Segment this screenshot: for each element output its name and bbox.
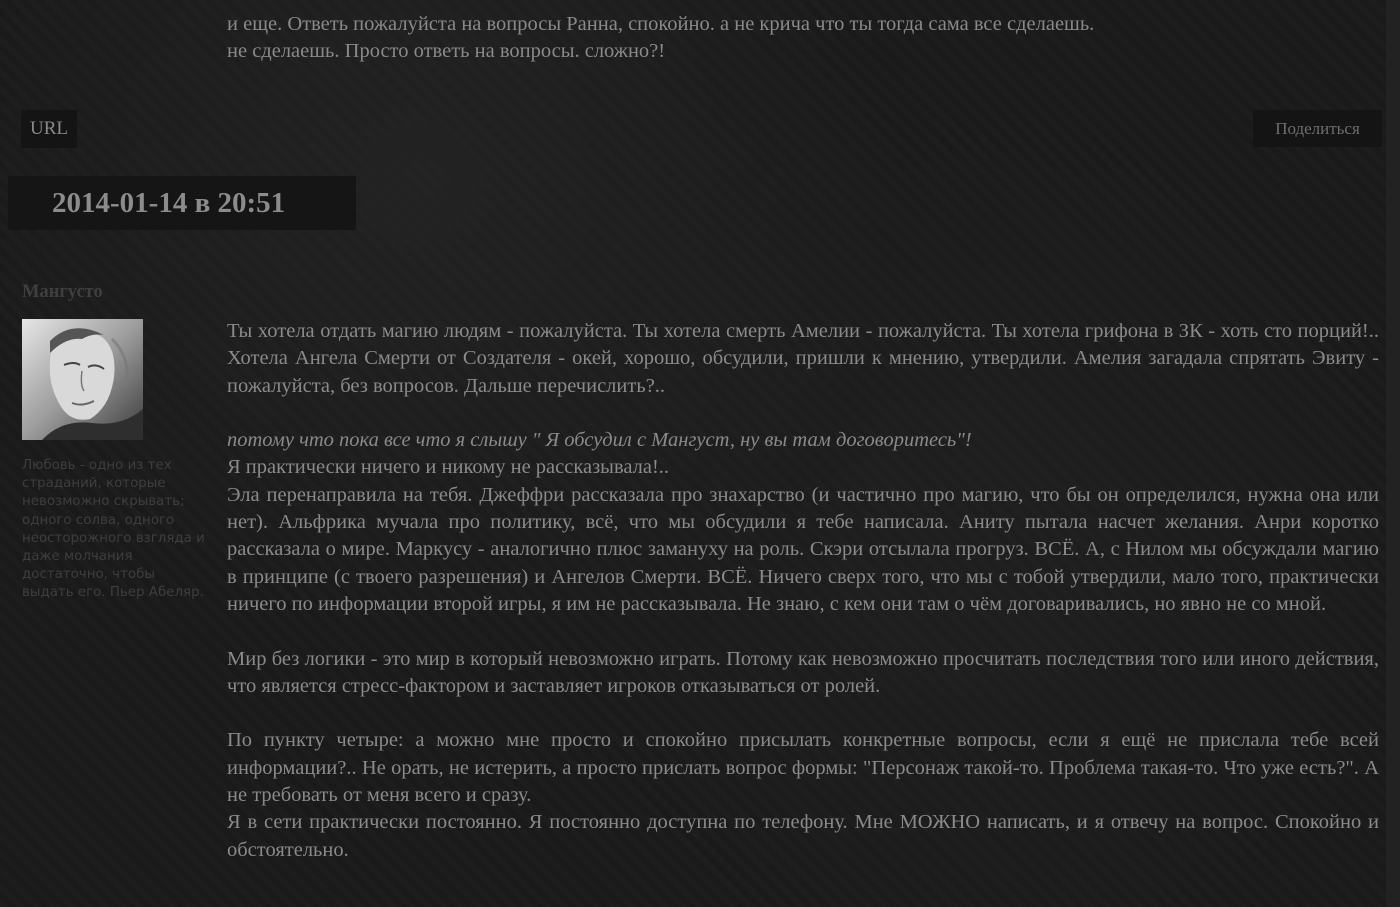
right-rail bbox=[1386, 0, 1400, 907]
paragraph-gap bbox=[227, 700, 1379, 727]
previous-post-line: не сделаешь. Просто ответь на вопросы. сложно?! bbox=[227, 40, 666, 63]
author-name[interactable]: Мангусто bbox=[22, 282, 103, 302]
post-body bbox=[227, 318, 1379, 864]
author-avatar[interactable] bbox=[22, 319, 143, 440]
post-quote: потому что пока все что я слышу " Я обсудил с Мангуст, ну вы там договоритесь"! bbox=[227, 429, 972, 452]
share-button[interactable]: Поделиться bbox=[1253, 110, 1382, 147]
post-date: 2014-01-14 в 20:51 bbox=[52, 187, 286, 219]
previous-post-tail bbox=[227, 11, 1379, 66]
paragraph-gap bbox=[227, 618, 1379, 645]
post-paragraph: Я практически ничего и никому не рассказывала!.. bbox=[227, 456, 670, 479]
avatar-portrait-image bbox=[22, 319, 143, 440]
author-signature: Любовь - одно из тех страданий, которые невозможно скрывать; одного солва, одного неосторожного взгляда и даже молчания достаточно, чтобы выдать его. Пьер Абеляр. bbox=[22, 458, 205, 601]
post-paragraph: Ты хотела отдать магию людям - пожалуйста. Ты хотела смерть Амелии - пожалуйста. Ты хотела грифона в ЗК - хоть сто порций!.. Хотела Ангела Смерти от Создателя - окей, хорошо, обсудили, пришли к мнению, утвердили. Амелия загадала спрятать Эвиту - пожалуйста, без вопросов. Дальше перечислить?.. bbox=[227, 320, 1379, 397]
url-button[interactable]: URL bbox=[21, 110, 77, 148]
post-paragraph: Я в сети практически постоянно. Я постоянно доступна по телефону. Мне МОЖНО написать, и я отвечу на вопрос. Спокойно и обстоятельно. bbox=[227, 811, 1379, 861]
paragraph-gap bbox=[227, 400, 1379, 427]
post-date-bar bbox=[8, 176, 356, 230]
previous-post-line: и еще. Ответь пожалуйста на вопросы Ранна, спокойно. а не крича что ты тогда сама все сделаешь. bbox=[227, 13, 1095, 35]
post-paragraph: Эла перенаправила на тебя. Джеффри рассказала про знахарство (и частично про магию, что бы он определился, нужна она или нет). Альфрика мучала про политику, всё, что мы обсудили я тебе написала. Аниту пытала насчет желания. Анри коротко рассказала о мире. Маркусу - аналогично плюс замануху на роль. Скэри отсылала прогруз. ВСЁ. А, с Нилом мы обсуждали магию в принципе (с твоего разрешения) и Ангелов Смерти. ВСЁ. Ничего сверх того, что мы с тобой утвердили, мало того, практически ничего по информации второй игры, я им не рассказывала. Не знаю, с кем они там о чём договаривались, но явно не со мной. bbox=[227, 483, 1379, 615]
post-paragraph: По пункту четыре: а можно мне просто и спокойно присылать конкретные вопросы, если я ещё не прислала тебе всей информации?.. Не орать, не истерить, а просто прислать вопрос формы: "Персонаж такой-то. Проблема такая-то. Что уже есть?". А не требовать от меня всего и сразу. bbox=[227, 729, 1379, 807]
post-paragraph: Мир без логики - это мир в который невозможно играть. Потому как невозможно просчитать последствия того или иного действия, что является стресс-фактором и заставляет игроков отказываться от ролей. bbox=[227, 647, 1379, 697]
